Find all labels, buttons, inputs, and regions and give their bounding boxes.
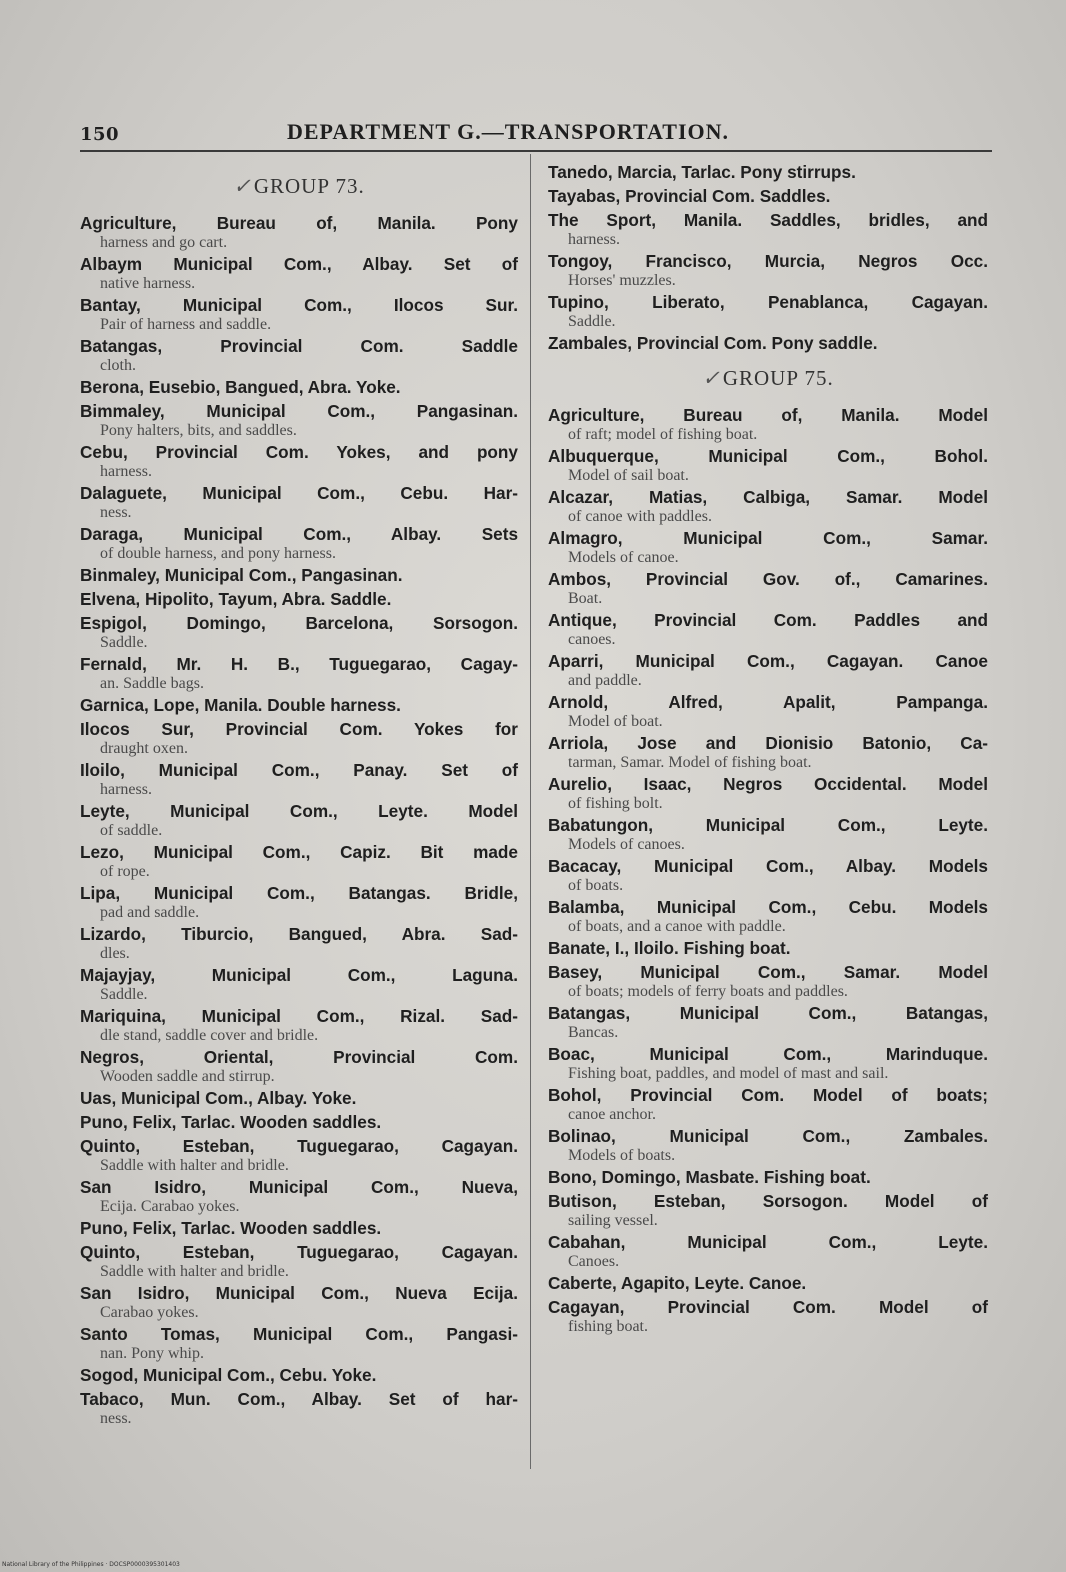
group-73-title: ✓GROUP 73. [233, 174, 365, 198]
entry-exhibitor: Albuquerque, Municipal Com., Bohol. [548, 446, 988, 466]
list-item [548, 405, 988, 443]
entry-exhibitor: Uas, Municipal Com., Albay. Yoke. [80, 1088, 357, 1108]
list-item [80, 1283, 518, 1321]
list-item [80, 213, 518, 251]
entry-description: Canoes. [568, 1253, 620, 1270]
entry-exhibitor: The Sport, Manila. Saddles, bridles, and [548, 210, 988, 230]
list-item [80, 401, 518, 439]
entry-description: nan. Pony whip. [100, 1345, 204, 1362]
entry-description: Model of boat. [568, 713, 663, 730]
list-item [80, 654, 518, 692]
entry-exhibitor: Cebu, Provincial Com. Yokes, and pony [80, 442, 518, 462]
list-item [548, 815, 988, 853]
list-item [548, 651, 988, 689]
entry-description: ness. [100, 1410, 132, 1427]
list-item [548, 292, 988, 330]
entry-exhibitor: Leyte, Municipal Com., Leyte. Model [80, 801, 518, 821]
entry-description: Boat. [568, 590, 603, 607]
entry-description: Saddle with halter and bridle. [100, 1263, 289, 1280]
list-item [80, 442, 518, 480]
list-item [80, 965, 518, 1003]
entry-description: of boats. [568, 877, 624, 894]
entry-exhibitor: Lezo, Municipal Com., Capiz. Bit made [80, 842, 518, 862]
list-item [80, 924, 518, 962]
running-head: DEPARTMENT G.—TRANSPORTATION. [287, 119, 730, 144]
list-item [548, 446, 988, 484]
list-item [548, 1167, 988, 1188]
list-item [80, 254, 518, 292]
entry-description: pad and saddle. [100, 904, 200, 921]
entry-exhibitor: Albaym Municipal Com., Albay. Set of [80, 254, 518, 274]
entry-description: Fishing boat, paddles, and model of mast and sail. [568, 1065, 889, 1082]
entry-exhibitor: Boac, Municipal Com., Marinduque. [548, 1044, 988, 1064]
entry-exhibitor: Bimmaley, Municipal Com., Pangasinan. [80, 401, 518, 421]
entry-exhibitor: Bacacay, Municipal Com., Albay. Models [548, 856, 988, 876]
list-item [80, 883, 518, 921]
entry-exhibitor: Tayabas, Provincial Com. Saddles. [548, 186, 831, 206]
list-item [80, 842, 518, 880]
list-item [548, 251, 988, 289]
list-item [548, 897, 988, 935]
entry-description: of boats, and a canoe with paddle. [568, 918, 786, 935]
list-item [80, 719, 518, 757]
entry-exhibitor: Aurelio, Isaac, Negros Occidental. Model [548, 774, 988, 794]
entry-exhibitor: Antique, Provincial Com. Paddles and [548, 610, 988, 630]
entry-exhibitor: Iloilo, Municipal Com., Panay. Set of [80, 760, 518, 780]
list-item [548, 610, 988, 648]
entry-description: fishing boat. [568, 1318, 648, 1335]
entry-description: canoes. [568, 631, 616, 648]
entry-description: Pony halters, bits, and saddles. [100, 422, 297, 439]
entry-exhibitor: Lizardo, Tiburcio, Bangued, Abra. Sad- [80, 924, 518, 944]
entry-description: of boats; models of ferry boats and paddles. [568, 983, 848, 1000]
list-item [548, 692, 988, 730]
entry-exhibitor: Santo Tomas, Municipal Com., Pangasi- [80, 1324, 518, 1344]
entry-description: harness. [100, 781, 152, 798]
list-item [548, 1126, 988, 1164]
list-item [548, 210, 988, 248]
entry-description: Model of sail boat. [568, 467, 689, 484]
entry-exhibitor: Arriola, Jose and Dionisio Batonio, Ca- [548, 733, 988, 753]
list-item [80, 1112, 518, 1133]
list-item [80, 1136, 518, 1174]
entry-description: Models of canoes. [568, 836, 685, 853]
entry-description: of fishing bolt. [568, 795, 663, 812]
entry-description: Saddle. [100, 634, 148, 651]
entry-exhibitor: Butison, Esteban, Sorsogon. Model of [548, 1191, 988, 1211]
entry-exhibitor: Fernald, Mr. H. B., Tuguegarao, Cagay- [80, 654, 518, 674]
list-item [80, 377, 518, 398]
entry-exhibitor: Espigol, Domingo, Barcelona, Sorsogon. [80, 613, 518, 633]
entry-exhibitor: Bono, Domingo, Masbate. Fishing boat. [548, 1167, 871, 1187]
entry-description: harness. [100, 463, 152, 480]
entry-description: Wooden saddle and stirrup. [100, 1068, 275, 1085]
entry-exhibitor: Agriculture, Bureau of, Manila. Model [548, 405, 988, 425]
list-item [80, 1177, 518, 1215]
list-item [80, 613, 518, 651]
list-item [548, 487, 988, 525]
entry-exhibitor: Negros, Oriental, Provincial Com. [80, 1047, 518, 1067]
list-item [548, 162, 988, 183]
entry-description: draught oxen. [100, 740, 188, 757]
entry-exhibitor: Tongoy, Francisco, Murcia, Negros Occ. [548, 251, 988, 271]
entry-exhibitor: Majayjay, Municipal Com., Laguna. [80, 965, 518, 985]
entry-exhibitor: Puno, Felix, Tarlac. Wooden saddles. [80, 1218, 382, 1238]
list-item [80, 483, 518, 521]
entry-description: Saddle. [100, 986, 148, 1003]
entry-description: Models of canoe. [568, 549, 679, 566]
list-item [548, 1273, 988, 1294]
left-column [80, 162, 518, 1430]
list-item [80, 589, 518, 610]
list-item [548, 856, 988, 894]
list-item [548, 774, 988, 812]
entry-exhibitor: Dalaguete, Municipal Com., Cebu. Har- [80, 483, 518, 503]
list-item [80, 801, 518, 839]
entry-description: canoe anchor. [568, 1106, 656, 1123]
checkmark-icon: ✓ [702, 366, 721, 390]
list-item [548, 1003, 988, 1041]
entry-description: tarman, Samar. Model of fishing boat. [568, 754, 812, 771]
list-item [80, 760, 518, 798]
entry-description: Ecija. Carabao yokes. [100, 1198, 240, 1215]
page-number: 150 [80, 124, 120, 145]
entry-exhibitor: Almagro, Municipal Com., Samar. [548, 528, 988, 548]
entry-exhibitor: Garnica, Lope, Manila. Double harness. [80, 695, 401, 715]
entry-exhibitor: Ambos, Provincial Gov. of., Camarines. [548, 569, 988, 589]
entry-exhibitor: Babatungon, Municipal Com., Leyte. [548, 815, 988, 835]
header-rule [80, 150, 992, 152]
left-entries [80, 213, 518, 1427]
entry-description: native harness. [100, 275, 196, 292]
entry-description: of raft; model of fishing boat. [568, 426, 758, 443]
entry-exhibitor: Binmaley, Municipal Com., Pangasinan. [80, 565, 403, 585]
entry-exhibitor: Quinto, Esteban, Tuguegarao, Cagayan. [80, 1242, 518, 1262]
entry-exhibitor: Tupino, Liberato, Penablanca, Cagayan. [548, 292, 988, 312]
entry-description: dle stand, saddle cover and bridle. [100, 1027, 319, 1044]
entry-description: Pair of harness and saddle. [100, 316, 272, 333]
entry-exhibitor: Alcazar, Matias, Calbiga, Samar. Model [548, 487, 988, 507]
entry-description: Bancas. [568, 1024, 619, 1041]
entry-exhibitor: Bolinao, Municipal Com., Zambales. [548, 1126, 988, 1146]
entry-exhibitor: Aparri, Municipal Com., Cagayan. Canoe [548, 651, 988, 671]
list-item [548, 1297, 988, 1335]
entry-exhibitor: Banate, I., Iloilo. Fishing boat. [548, 938, 791, 958]
entry-exhibitor: Basey, Municipal Com., Samar. Model [548, 962, 988, 982]
list-item [80, 295, 518, 333]
right-entries [548, 405, 988, 1335]
list-item [80, 336, 518, 374]
entry-exhibitor: Arnold, Alfred, Apalit, Pampanga. [548, 692, 988, 712]
entry-exhibitor: Quinto, Esteban, Tuguegarao, Cagayan. [80, 1136, 518, 1156]
entry-exhibitor: Cagayan, Provincial Com. Model of [548, 1297, 988, 1317]
right-column [548, 162, 988, 1338]
entry-exhibitor: San Isidro, Municipal Com., Nueva Ecija. [80, 1283, 518, 1303]
entry-exhibitor: Balamba, Municipal Com., Cebu. Models [548, 897, 988, 917]
entry-description: of canoe with paddles. [568, 508, 712, 525]
entry-exhibitor: Batangas, Provincial Com. Saddle [80, 336, 518, 356]
entry-description: cloth. [100, 357, 136, 374]
list-item [548, 186, 988, 207]
list-item [80, 1389, 518, 1427]
list-item [80, 1365, 518, 1386]
entry-exhibitor: Lipa, Municipal Com., Batangas. Bridle, [80, 883, 518, 903]
entry-description: of saddle. [100, 822, 163, 839]
list-item [548, 1044, 988, 1082]
entry-description: of double harness, and pony harness. [100, 545, 336, 562]
checkmark-icon: ✓ [233, 174, 252, 198]
entry-description: Horses' muzzles. [568, 272, 676, 289]
group-75-title: ✓GROUP 75. [702, 366, 834, 390]
entry-description: Carabao yokes. [100, 1304, 199, 1321]
list-item [548, 528, 988, 566]
list-item [80, 1218, 518, 1239]
entry-exhibitor: Bantay, Municipal Com., Ilocos Sur. [80, 295, 518, 315]
entry-description: sailing vessel. [568, 1212, 658, 1229]
entry-exhibitor: Zambales, Provincial Com. Pony saddle. [548, 333, 878, 353]
entry-exhibitor: Caberte, Agapito, Leyte. Canoe. [548, 1273, 807, 1293]
entry-description: harness and go cart. [100, 234, 228, 251]
entry-exhibitor: Daraga, Municipal Com., Albay. Sets [80, 524, 518, 544]
entry-description: dles. [100, 945, 130, 962]
entry-exhibitor: Batangas, Municipal Com., Batangas, [548, 1003, 988, 1023]
library-footer: National Library of the Philippines · DOCSP0000395301403 [2, 1561, 180, 1568]
entry-description: of rope. [100, 863, 150, 880]
list-item [80, 1324, 518, 1362]
entry-description: an. Saddle bags. [100, 675, 204, 692]
column-divider [530, 154, 531, 1469]
entry-description: Saddle. [568, 313, 616, 330]
entry-description: harness. [568, 231, 620, 248]
list-item [548, 1191, 988, 1229]
list-item [80, 1047, 518, 1085]
list-item [548, 333, 988, 354]
list-item [548, 938, 988, 959]
entry-description: Models of boats. [568, 1147, 676, 1164]
list-item [80, 1006, 518, 1044]
entry-exhibitor: Bohol, Provincial Com. Model of boats; [548, 1085, 988, 1105]
list-item [548, 962, 988, 1000]
entry-exhibitor: Ilocos Sur, Provincial Com. Yokes for [80, 719, 518, 739]
list-item [548, 1232, 988, 1270]
entry-exhibitor: Puno, Felix, Tarlac. Wooden saddles. [80, 1112, 382, 1132]
list-item [80, 524, 518, 562]
entry-exhibitor: Mariquina, Municipal Com., Rizal. Sad- [80, 1006, 518, 1026]
entry-description: and paddle. [568, 672, 642, 689]
right-entries-top [548, 162, 988, 354]
entry-exhibitor: Cabahan, Municipal Com., Leyte. [548, 1232, 988, 1252]
entry-exhibitor: Sogod, Municipal Com., Cebu. Yoke. [80, 1365, 377, 1385]
list-item [80, 1242, 518, 1280]
list-item [548, 1085, 988, 1123]
entry-description: ness. [100, 504, 132, 521]
entry-description: Saddle with halter and bridle. [100, 1157, 289, 1174]
list-item [548, 569, 988, 607]
entry-exhibitor: Berona, Eusebio, Bangued, Abra. Yoke. [80, 377, 401, 397]
list-item [548, 733, 988, 771]
entry-exhibitor: Tanedo, Marcia, Tarlac. Pony stirrups. [548, 162, 856, 182]
entry-exhibitor: Elvena, Hipolito, Tayum, Abra. Saddle. [80, 589, 392, 609]
entry-exhibitor: San Isidro, Municipal Com., Nueva, [80, 1177, 518, 1197]
entry-exhibitor: Agriculture, Bureau of, Manila. Pony [80, 213, 518, 233]
list-item [80, 1088, 518, 1109]
list-item [80, 695, 518, 716]
entry-exhibitor: Tabaco, Mun. Com., Albay. Set of har- [80, 1389, 518, 1409]
list-item [80, 565, 518, 586]
